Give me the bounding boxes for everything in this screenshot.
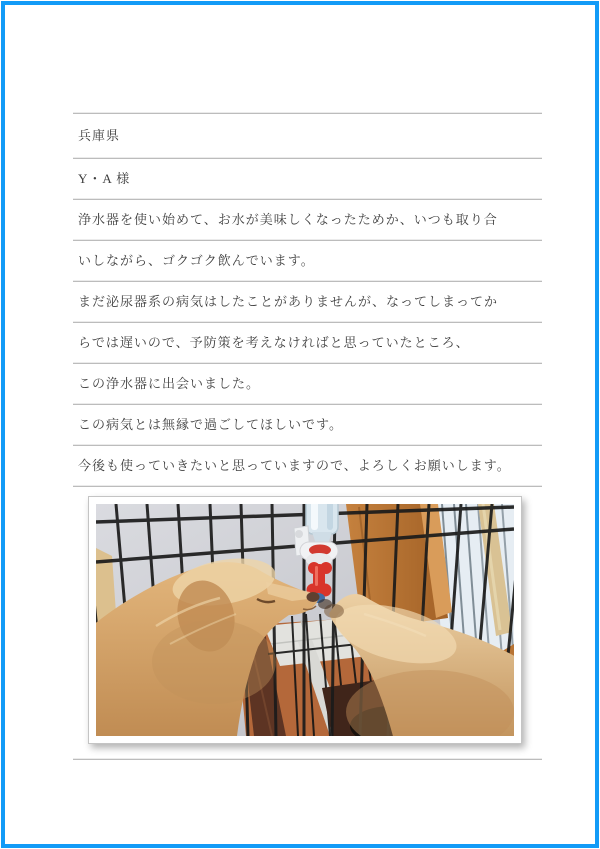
testimonial-photo	[88, 496, 522, 744]
divider-line	[73, 486, 542, 487]
dogs-drinking-photo-illustration	[96, 504, 514, 736]
testimonial-line: この浄水器に出会いました。	[78, 376, 261, 391]
customer-name-line: Y・A 様	[78, 171, 131, 186]
testimonial-line: 今後も使っていきたいと思っていますので、よろしくお願いします。	[78, 458, 511, 473]
testimonial-line: この病気とは無縁で過ごしてほしいです。	[78, 417, 343, 432]
divider-line	[73, 759, 542, 760]
dog-nose	[307, 592, 320, 602]
testimonial-line: いしながら、ゴクゴク飲んでいます。	[78, 253, 315, 268]
testimonial-line: らでは遅いので、予防策を考えなければと思っていたところ、	[78, 335, 470, 350]
testimonial-content	[73, 113, 542, 760]
prefecture-line: 兵庫県	[78, 128, 121, 143]
testimonial-line: まだ泌尿器系の病気はしたことがありませんが、なってしまってか	[78, 294, 499, 309]
testimonial-line: 浄水器を使い始めて、お水が美味しくなったためか、いつも取り合	[78, 212, 498, 227]
